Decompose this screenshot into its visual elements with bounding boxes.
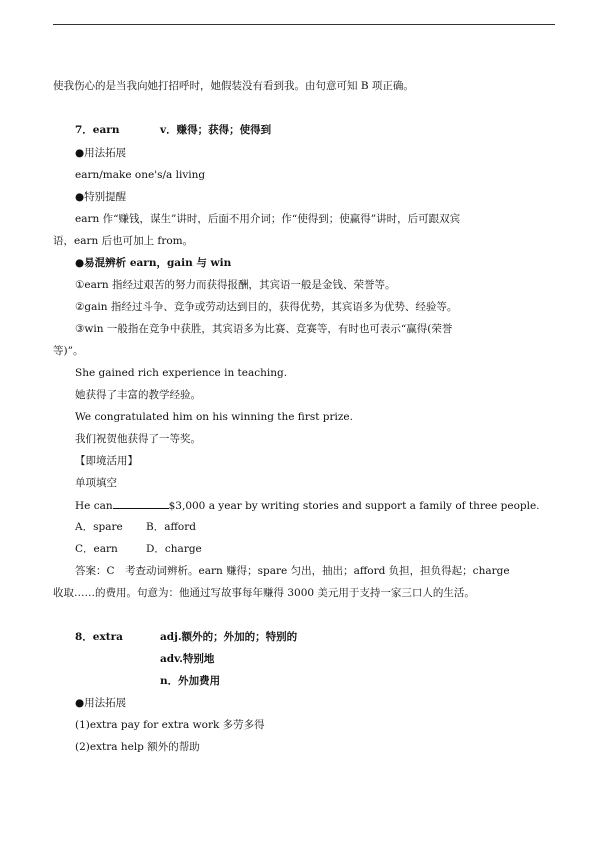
paragraph-line: earn 作“赚钱，谋生”讲时，后面不用介词；作“使得到；使赢得”讲时，后可跟双宾 bbox=[75, 213, 461, 225]
exercise-type: 单项填空 bbox=[75, 477, 117, 489]
answer-blank bbox=[113, 498, 169, 509]
paragraph-line: 使我伤心的是当我向她打招呼时，她假装没有看到我。由句意可知 B 项正确。 bbox=[53, 80, 414, 92]
usage-heading: ●用法拓展 bbox=[75, 697, 127, 709]
paragraph-line: 等)”。 bbox=[53, 345, 84, 357]
option-a: A．spare bbox=[75, 521, 123, 533]
option-d: D．charge bbox=[146, 543, 202, 555]
question-line bbox=[75, 498, 540, 513]
option-c: C．earn bbox=[75, 543, 118, 555]
paragraph-line: ③win 一般指在竞争中获胜，其宾语多为比赛、竞赛等，有时也可表示“赢得(荣誉 bbox=[75, 323, 453, 335]
entry-8-word: 8．extra bbox=[75, 631, 123, 643]
example-english: She gained rich experience in teaching. bbox=[75, 367, 288, 379]
entry-8-definition-noun: n．外加费用 bbox=[160, 675, 221, 687]
entry-7-definition: v．赚得；获得；使得到 bbox=[160, 124, 272, 136]
special-note-heading: ●特别提醒 bbox=[75, 191, 127, 203]
paragraph-line: 语，earn 后也可加上 from。 bbox=[53, 235, 194, 247]
usage-item: (1)extra pay for extra work 多劳多得 bbox=[75, 719, 265, 731]
answer-line: 收取……的费用。句意为：他通过写故事每年赚得 3000 美元用于支持一家三口人的生活。 bbox=[53, 587, 475, 599]
entry-7-word: 7．earn bbox=[75, 124, 120, 136]
entry-8-definition-adv: adv.特别地 bbox=[160, 653, 215, 665]
usage-heading: ●用法拓展 bbox=[75, 147, 127, 159]
paragraph-line: ②gain 指经过斗争、竞争或劳动达到目的，获得优势，其宾语多为优势、经验等。 bbox=[75, 301, 458, 313]
example-chinese: 我们祝贺他获得了一等奖。 bbox=[75, 433, 201, 445]
header-rule bbox=[53, 24, 555, 25]
confusion-heading: ●易混辨析 earn，gain 与 win bbox=[75, 257, 232, 269]
example-english: We congratulated him on his winning the first prize. bbox=[75, 411, 353, 423]
question-text-start: He can bbox=[75, 500, 113, 512]
example-chinese: 她获得了丰富的教学经验。 bbox=[75, 389, 201, 401]
entry-8-definition-adj: adj.额外的；外加的；特别的 bbox=[160, 631, 298, 643]
usage-item: (2)extra help 额外的帮助 bbox=[75, 741, 200, 753]
paragraph-line: ①earn 指经过艰苦的努力而获得报酬，其宾语一般是金钱、荣誉等。 bbox=[75, 279, 396, 291]
question-text-end: $3,000 a year by writing stories and support a family of three people. bbox=[168, 500, 540, 512]
phrase-line: earn/make one's/a living bbox=[75, 169, 206, 181]
answer-line: 答案：C 考查动词辨析。earn 赚得；spare 匀出，抽出；afford 负担，担负得起；charge bbox=[75, 565, 510, 577]
practice-heading: 【即境活用】 bbox=[75, 455, 138, 467]
option-b: B．afford bbox=[146, 521, 196, 533]
